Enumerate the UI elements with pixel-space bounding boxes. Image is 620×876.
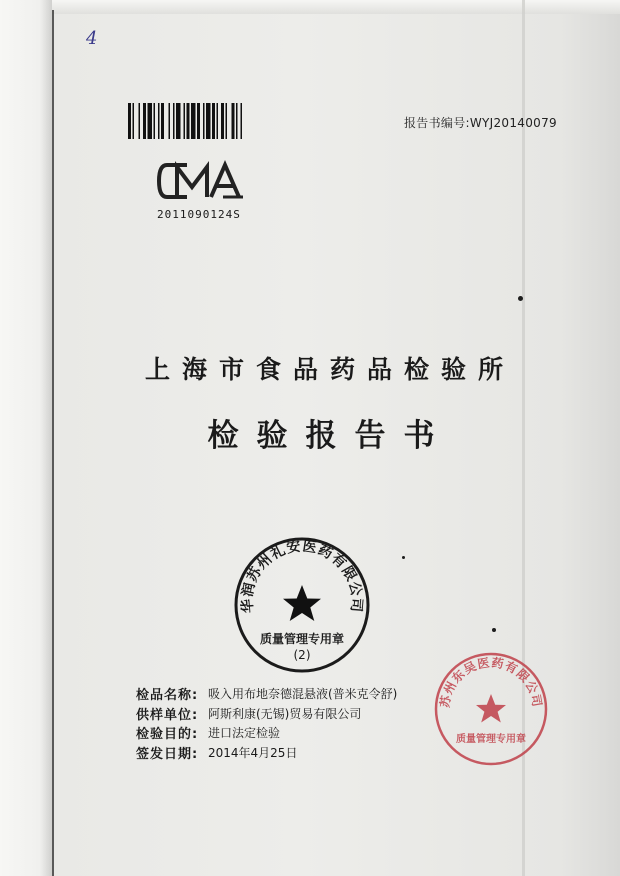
info-row-issue-date	[136, 743, 397, 763]
barcode-bar	[221, 103, 224, 139]
field-label: 供样单位:	[136, 707, 199, 723]
barcode-bar	[187, 103, 190, 139]
barcode-bar	[143, 103, 146, 139]
barcode-bar	[203, 103, 205, 139]
document-title: 检验报告书	[207, 418, 453, 454]
field-label: 签发日期:	[136, 746, 199, 762]
seal-black-org-text: 华润苏州礼安医药有限公司	[239, 538, 365, 614]
barcode-bar	[191, 103, 196, 139]
barcode-bar	[148, 103, 153, 139]
barcode-bar	[161, 103, 164, 139]
info-row-supplier	[136, 704, 397, 724]
barcode-bar	[226, 103, 228, 139]
quality-seal-black	[232, 535, 372, 675]
seal-black-purpose: 质量管理专用章	[259, 632, 345, 646]
field-label: 检验目的:	[136, 727, 199, 743]
scan-speck	[492, 628, 496, 632]
barcode-bar	[128, 103, 131, 139]
field-label: 检品名称:	[136, 688, 199, 704]
barcode	[128, 103, 338, 139]
barcode-bar	[206, 103, 211, 139]
sample-info	[136, 684, 397, 762]
barcode-bar	[197, 103, 200, 139]
field-value: 吸入用布地奈德混悬液(普米克令舒)	[208, 687, 398, 702]
barcode-bar	[158, 103, 160, 139]
field-value: 进口法定检验	[208, 726, 281, 741]
barcode-bar	[173, 103, 175, 139]
field-value: 2014年4月25日	[208, 745, 298, 760]
seal-red-org-text: 苏州东吴医药有限公司	[437, 655, 545, 709]
info-row-sample-name	[136, 684, 397, 704]
seal-black-number: (2)	[293, 648, 311, 662]
barcode-bar	[217, 103, 219, 139]
barcode-bar	[169, 103, 171, 139]
info-row-purpose	[136, 723, 397, 743]
cma-logo	[157, 160, 247, 202]
scan-speck	[402, 556, 405, 559]
barcode-bar	[154, 103, 156, 139]
barcode-bar	[232, 103, 235, 139]
barcode-bar	[176, 103, 181, 139]
barcode-bar	[241, 103, 243, 139]
barcode-bar	[133, 103, 135, 139]
handwritten-mark: 4	[86, 28, 98, 49]
field-value: 阿斯利康(无锡)贸易有限公司	[208, 706, 362, 721]
barcode-bar	[139, 103, 141, 139]
barcode-bar	[184, 103, 186, 139]
scan-top-margin	[52, 0, 620, 14]
quality-seal-red	[432, 650, 550, 768]
scan-speck	[518, 296, 523, 301]
cma-cert-number: 2011090124S	[157, 208, 241, 221]
institution-name: 上海市食品药品检验所	[144, 355, 515, 384]
barcode-bar	[212, 103, 215, 139]
report-number: 报告书编号:WYJ20140079	[404, 116, 557, 130]
seal-red-purpose: 质量管理专用章	[456, 734, 526, 745]
barcode-bar	[236, 103, 238, 139]
